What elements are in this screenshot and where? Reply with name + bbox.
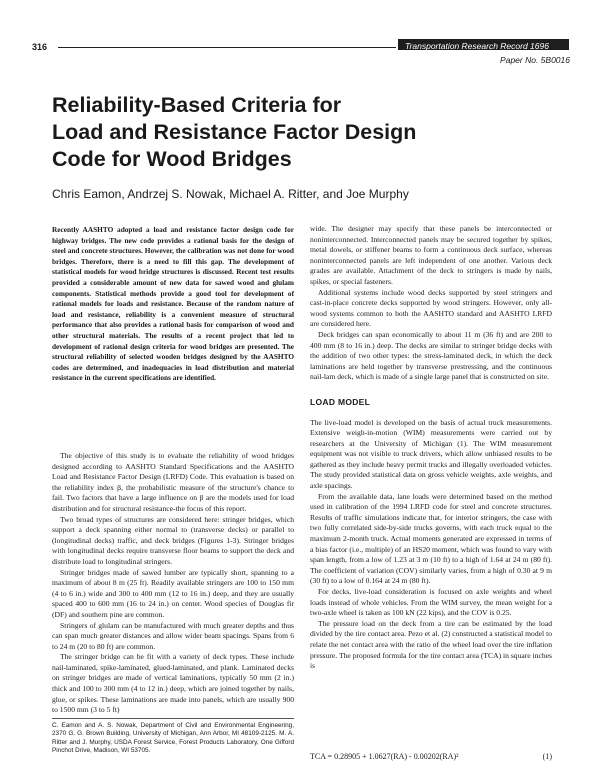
paragraph: Stringers of glulam can be manufactured with much greater depths and thus can span much greater distances and allow wider beam spacings. Spans from 6 to 24 m (20 to 80 ft) are common. [52,620,294,651]
right-column-body [310,224,552,672]
paragraph: Deck bridges can span economically to about 11 m (36 ft) and are 200 to 400 mm (8 to 16 in.) deep. The decks are similar to stringer bridge decks with the addition of two other types: the stress-laminated deck, in which the deck laminations are held together by transverse prestressing, and the continuous nail-lam deck, which is made of a single large panel that is constructed on site. [310,329,552,382]
paragraph: The stringer bridge can be fit with a variety of deck types. These include nail-laminated, spike-laminated, glued-laminated, and plank. Laminated decks on stringer bridges are made of vertical laminations, typically 50 mm (2 in.) thick and 100 to 300 mm (4 to 12 in.) deep, which are joined together by nails, glue, or spikes. These laminations are made into panels, which are usually 900 to 1500 mm (3 to 5 ft) [52,652,294,715]
paragraph: Additional systems include wood decks supported by steel stringers and cast-in-place concrete decks supported by wood stringers. However, only all-wood systems common to both the AASHTO standard and AASHTO LRFD are considered here. [310,287,552,329]
equation-text: TCA = 0.28905 + 1.0627(RA) - 0.00202(RA)² [310,752,459,761]
journal-name: Transportation Research Record 1696 [405,41,549,51]
paragraph: The live-load model is developed on the basis of actual truck measurements. Extensive weigh-in-motion (WIM) measurements were carried out by researchers at the University of Michigan (1). The WIM measurement equipment was not visible to truck drivers, which allow unbiased results to be gathered as they include heavy permit trucks and illegally overloaded vehicles. The study provided statistical data on gross vehicle weights, axle weights, and axle spacings. [310,417,552,491]
equation-1 [310,752,552,761]
footnote-rule [52,718,294,719]
section-heading: LOAD MODEL [310,396,371,407]
left-column-body [52,451,294,716]
paragraph: From the available data, lane loads were determined based on the method used in calibration of the 1994 LRFD code for steel and concrete structures. Results of traffic simulations indicate that, for interior stringers, the case with two fully correlated side-by-side trucks governs, with each truck equal to the maximum 2-month truck. Actual moments generated are expressed in terms of a bias factor (i.e., multiple) of an HS20 moment, which was found to vary with span length, from a low of 1.23 at 3 m (10 ft) to a high of 1.64 at 24 m (80 ft). The coefficient of variation (COV) similarly varies, from a high of 0.30 at 9 m (30 ft) to a low of 0.164 at 24 m (80 ft). [310,491,552,586]
paper-title [52,92,552,173]
header-rule [58,47,396,48]
abstract-text: Recently AASHTO adopted a load and resistance factor design code for highway bridges. The new code provides a rational basis for the design of steel and concrete structures. However, the calibration was not done for wood bridges. Therefore, there is a need to fill this gap. The development of statistical models for wood bridge structures is discussed. Recent test results provided a considerable amount of new data for sawed wood and glulam components. Statistical methods provide a good tool for development of rational models for loads and resistance. Because of the random nature of load and resistance, reliability is a convenient measure of structural performance that also provides a rational basis for comparison of wood and other structural materials. The results of a recent project that led to development of rational design criteria for wood bridges are presented. The structural reliability of selected wooden bridges designed by the AASHTO codes are determined, and inadequacies in load distribution and material resistance in the current specifications are identified. [52,225,294,383]
equation-number: (1) [542,752,552,761]
abstract [52,225,294,384]
paper-number: Paper No. 5B0016 [500,55,570,65]
title-line-3: Code for Wood Bridges [52,147,292,171]
paragraph: wide. The designer may specify that these panels be interconnected or noninterconnected. Interconnected panels may be secured together by spikes, metal dowels, or stiffener beams to form a continuous deck surface, whereas noninterconnected panels are left independent of one another. Various deck grades are available. Attachment of the deck to stringers is made by nails, spikes, or special fasteners. [310,224,552,286]
paragraph: For decks, live-load consideration is focused on axle weights and wheel loads instead of whole vehicles. From the WIM survey, the mean weight for a two-axle wheel is taken as 100 kN (22 kips), and the COV is 0.25. [310,587,552,618]
page-number: 316 [32,42,48,52]
paragraph: The objective of this study is to evaluate the reliability of wood bridges designed according to AASHTO Standard Specifications and the AASHTO Load and Resistance Factor Design (LRFD) Code. This evaluation is based on the reliability index β, the probabilistic measure of the structure's chance to fail. Two factors that have a large influence on β are the models used for load distribution and for structural resistance-the focus of this report. [52,451,294,513]
title-line-2: Load and Resistance Factor Design [52,120,417,144]
paragraph: The pressure load on the deck from a tire can be estimated by the load divided by the tire contact area. Pezo et al. (2) constructed a statistical model to relate the net contact area with the ratio of the wheel load over the tire inflation pressure. The proposed formula for the tire contact area (TCA) in square inches is [310,618,552,671]
title-line-1: Reliability-Based Criteria for [52,93,342,117]
author-list: Chris Eamon, Andrzej S. Nowak, Michael A. Ritter, and Joe Murphy [52,187,409,201]
paragraph: Two broad types of structures are considered here: stringer bridges, which support a deck spanning either normal to (transverse decks) or parallel to (longitudinal decks) traffic, and deck bridges (Figures 1-3). Stringer bridges with longitudinal decks require transverse floor beams to support the deck and distribute load to longitudinal stringers. [52,514,294,566]
author-affiliations: C. Eamon and A. S. Nowak, Department of Civil and Environmental Engineering, 2370 G. G. Brown Building, University of Michigan, Ann Arbor, MI 48109-2125. M. A. Ritter and J. Murphy, USDA Forest Service, Forest Products Laboratory, One Gifford Pinchot Drive, Madison, WI 53705. [52,722,294,755]
paragraph: Stringer bridges made of sawed lumber are typically short, spanning to a maximum of about 8 m (25 ft). Readily available stringers are 100 to 150 mm (4 to 6 in.) wide and 300 to 400 mm (12 to 16 in.) deep, and they are usually spaced 400 to 600 mm (16 to 24 in.) on center. Wood species of Douglas fir (DF) and southern pine are common. [52,567,294,619]
